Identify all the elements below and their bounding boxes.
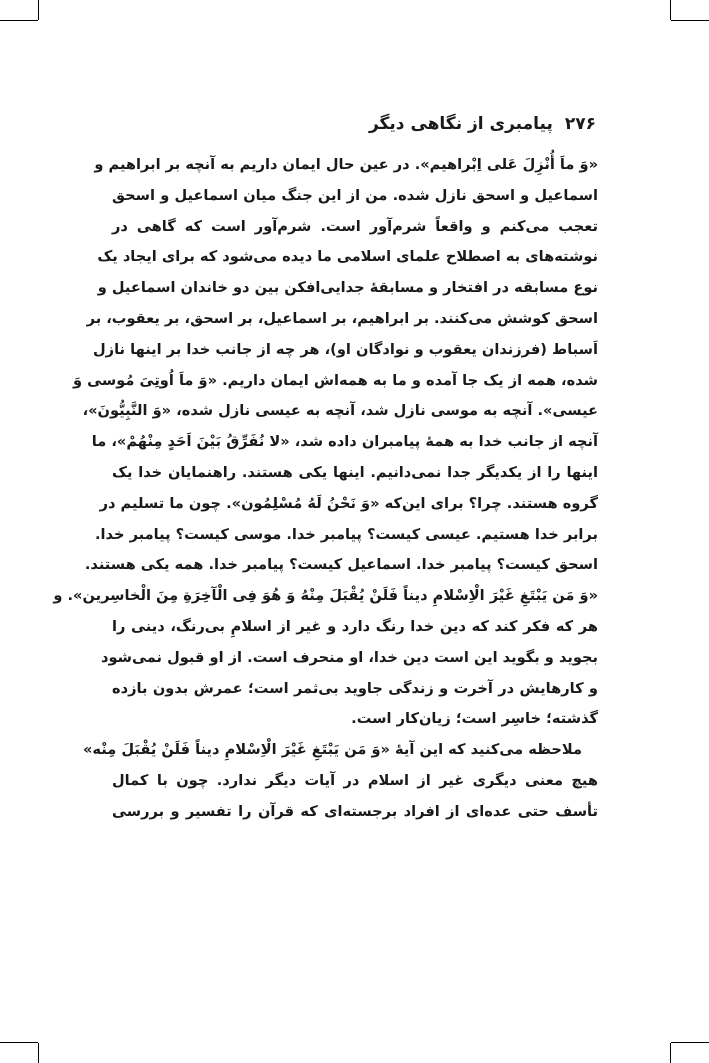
text-line: نوشته‌های به اصطلاح علمای اسلامی ما دیده می‌شود که برای ایجاد یک <box>97 248 598 266</box>
text-line: هیچ معنی دیگری غیر از اسلام در آیات دیگر ندارد. چون با کمال <box>112 771 598 789</box>
crop-mark-bottom-left-vertical <box>38 1043 39 1063</box>
page-header <box>113 114 596 144</box>
text-line: گروه هستند. چرا؟ برای این‌که «وَ نَحْنُ لَهُ مُسْلِمُون». چون ما تسلیم در <box>99 494 598 512</box>
text-line: بجوید و بگوید این است دین خدا، او منحرف است. از او قبول نمی‌شود <box>101 648 598 666</box>
text-line: برابر خدا هستیم. عیسی کیست؟ پیامبر خدا. موسی کیست؟ پیامبر خدا. <box>95 525 598 543</box>
crop-mark-bottom-left <box>0 1042 38 1043</box>
text-line: تأسف حتی عده‌ای از افراد برجسته‌ای که قرآن را تفسیر و بررسی <box>112 802 598 820</box>
text-line: ملاحظه می‌کنید که این آیهٔ «وَ مَن یَبْتَغِ غَیْرَ الْاِسْلامِ دیناً فَلَنْ یُقْبَلَ مِنْه» <box>83 741 582 759</box>
crop-mark-top-left <box>0 20 38 21</box>
text-line: و کارهایش در آخرت و زندگی جاوید بی‌ثمر است؛ عمرش بدون بازده <box>112 679 598 697</box>
crop-mark-top-left-vertical <box>38 0 39 20</box>
text-line: اسحق کیست؟ پیامبر خدا. اسماعیل کیست؟ پیامبر خدا. همه یکی هستند. <box>84 556 598 574</box>
text-line: عیسی». آنچه به موسی نازل شد، آنچه به عیسی نازل شده، «وَ النَّبِیُّونَ»، <box>82 402 598 420</box>
running-title: پیامبری از نگاهی دیگر <box>368 114 553 134</box>
text-line: هر که فکر کند که دین خدا رنگ دارد و غیر از اسلامِ بی‌رنگ، دینی را <box>112 617 598 635</box>
text-line: نوع مسابقه در افتخار و مسابقهٔ جدایی‌افکن بین دو خاندان اسماعیل و <box>97 279 598 297</box>
text-line: اسماعیل و اسحق نازل شده. من از این جنگ میان اسماعیل و اسحق <box>112 186 598 204</box>
crop-mark-top-right <box>671 20 709 21</box>
text-line: اسحق کوشش می‌کنند. بر ابراهیم، بر اسماعیل، بر اسحق، بر یعقوب، بر <box>86 309 598 327</box>
text-line: اینها را از یکدیگر جدا نمی‌دانیم. اینها یکی هستند. راهنمایان خدا یک <box>112 463 598 481</box>
text-line: «وَ مَن یَبْتَغِ غَیْرَ الْاِسْلامِ دیناً فَلَنْ یُقْبَلَ مِنْهُ وَ هُوَ فِی الْآخِرَةِ مِنَ الْخاسِرین». و <box>53 587 598 605</box>
text-line: اَسباط (فرزندان یعقوب و نوادگان او)، هر چه از جانب خدا بر اینها نازل <box>93 340 598 358</box>
text-line: شده، همه از یک جا آمده و ما به همه‌اش ایمان داریم. «وَ ماَ اُوتِیَ مُوسی وَ <box>73 371 598 389</box>
text-line: آنچه از جانب خدا به همهٔ پیامبران داده شد، «لا نُفَرِّقُ بَیْنَ اَحَدٍ مِنْهُمْ»، ما <box>91 433 598 451</box>
text-line: «وَ ماَ أُنْزِلَ عَلی اِبْراهیم». در عین حال ایمان داریم به آنچه بر ابراهیم و <box>94 156 598 173</box>
page-number: ۲۷۶ <box>564 114 596 134</box>
body-text <box>53 150 598 828</box>
crop-mark-top-right-vertical <box>670 0 671 20</box>
text-line: گذشته؛ خاسِر است؛ زیان‌کار است. <box>351 710 598 728</box>
text-line: تعجب می‌کنم و واقعاً شرم‌آور است. شرم‌آور است که گاهی در <box>112 217 598 235</box>
crop-mark-bottom-right <box>671 1042 709 1043</box>
crop-mark-bottom-right-vertical <box>670 1043 671 1063</box>
